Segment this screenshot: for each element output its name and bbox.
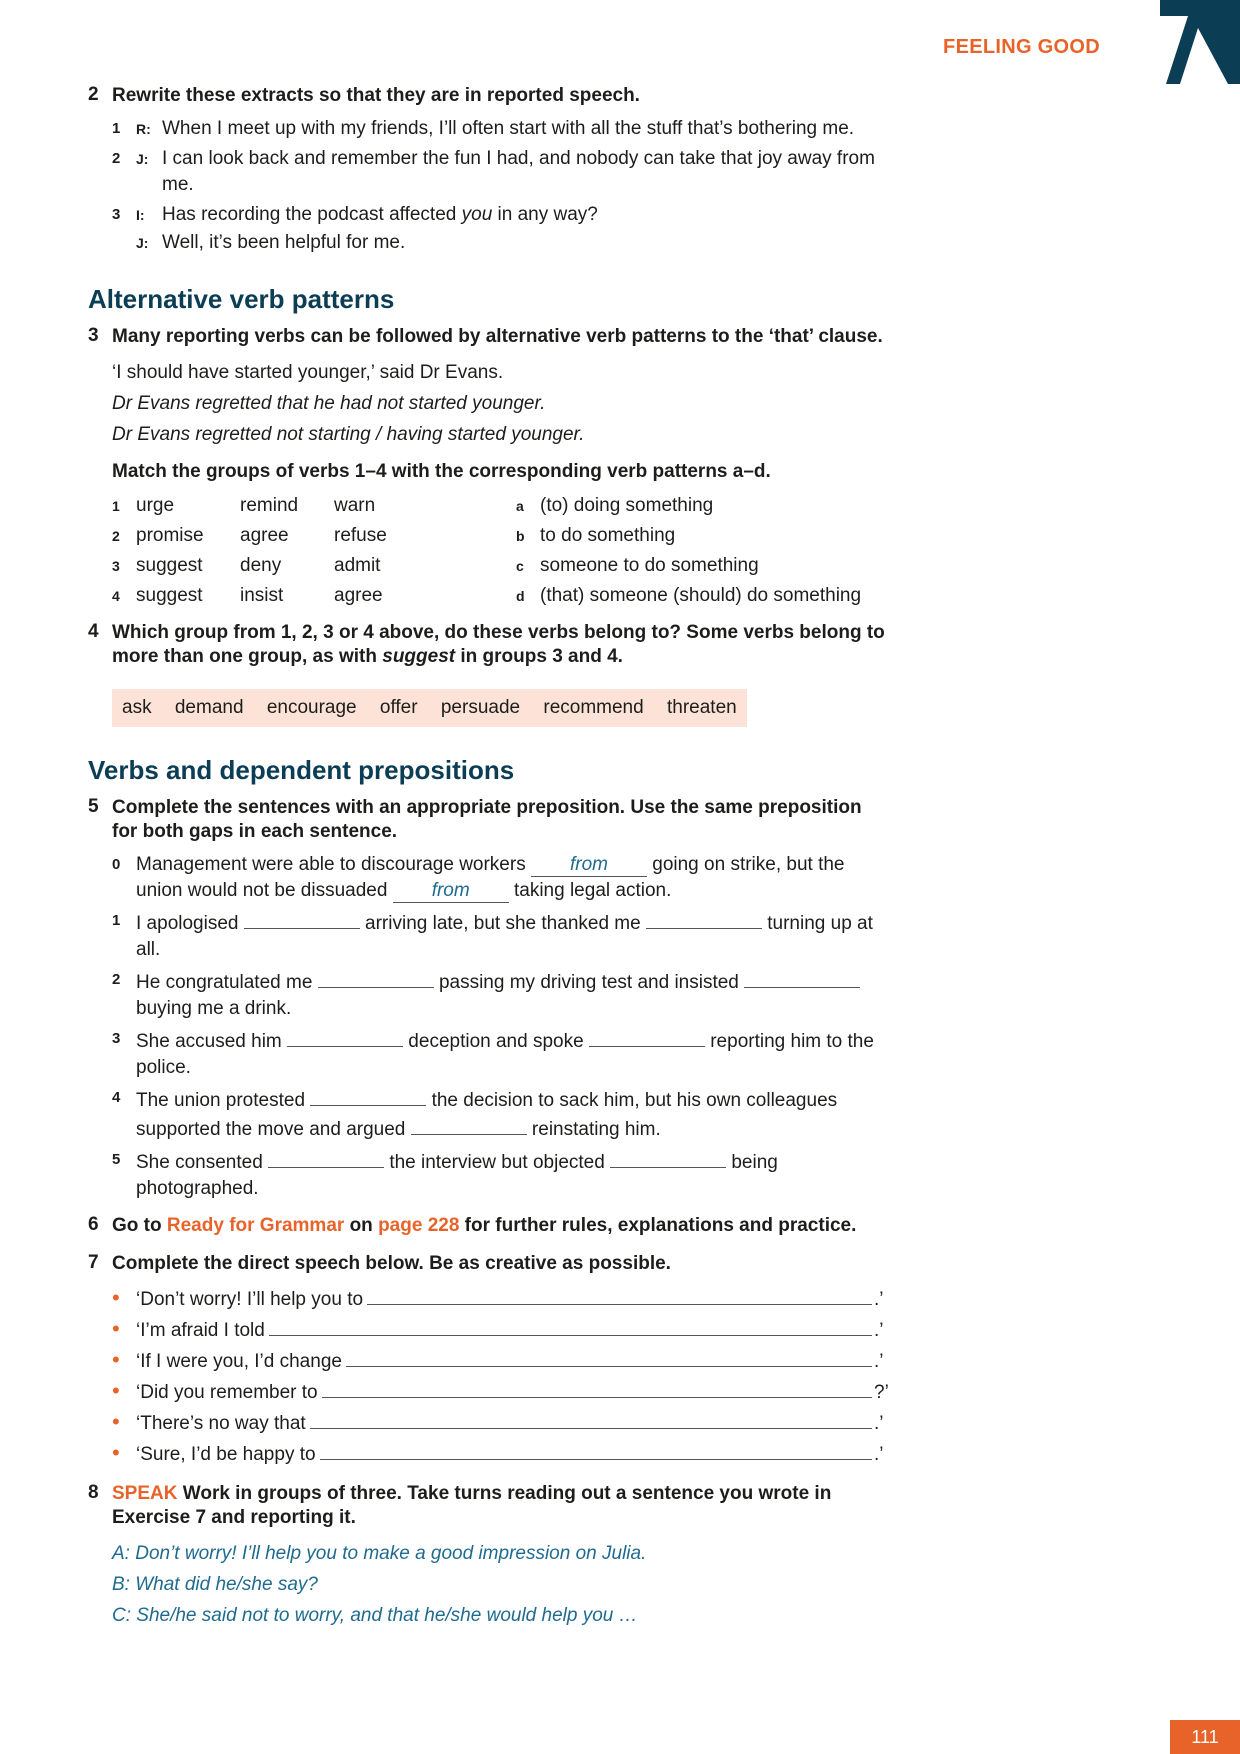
sentence-text: going on strike, but the union would not be dissuaded	[136, 854, 845, 901]
gap-input[interactable]	[268, 1147, 384, 1168]
exercise-instruction: Complete the direct speech below. Be as creative as possible.	[112, 1253, 671, 1274]
word-box	[112, 689, 747, 727]
list-item	[112, 116, 888, 142]
answer-line[interactable]	[320, 1441, 872, 1460]
match-instruction: Match the groups of verbs 1–4 with the corresponding verb patterns a–d.	[112, 461, 771, 482]
item-text: Well, it’s been helpful for me.	[162, 232, 406, 253]
speaker-label: J:	[136, 151, 149, 167]
exercise-6	[88, 1214, 888, 1238]
model-dialogue-line: A: Don’t worry! I’ll help you to make a good impression on Julia.	[112, 1543, 647, 1564]
model-dialogue-line: C: She/he said not to worry, and that he/she would help you …	[112, 1605, 638, 1626]
sentence-start: ‘If I were you, I’d change	[136, 1351, 342, 1372]
row-number: 2	[112, 528, 120, 544]
word-box-item: offer	[379, 697, 418, 718]
row-number: 1	[112, 498, 120, 514]
bullet-icon: •	[112, 1440, 120, 1465]
verb: suggest	[136, 585, 203, 606]
list-item	[112, 1085, 888, 1143]
speak-label: SPEAK	[112, 1483, 178, 1504]
sentence-start: ‘Did you remember to	[136, 1382, 318, 1403]
verb: urge	[136, 495, 175, 516]
sentence-text: taking legal action.	[508, 880, 672, 901]
verb: suggest	[136, 555, 203, 576]
verb: insist	[240, 585, 284, 606]
pattern-letter: b	[516, 528, 525, 544]
sentence-text: the interview but objected	[384, 1152, 611, 1173]
word-box-item: demand	[174, 697, 244, 718]
example-sentence: Dr Evans regretted that he had not started younger.	[112, 393, 546, 414]
sentence-end: .’	[874, 1413, 884, 1434]
list-item	[112, 1408, 888, 1439]
item-number: 2	[112, 150, 121, 167]
model-dialogue-line: B: What did he/she say?	[112, 1574, 318, 1595]
sentence-text: reporting him to the police.	[136, 1031, 874, 1078]
verb-pattern: (that) someone (should) do something	[540, 585, 862, 606]
sentence-text: arriving late, but she thanked me	[359, 913, 646, 934]
sentence-start: ‘Sure, I’d be happy to	[136, 1444, 316, 1465]
section-heading: Alternative verb patterns	[88, 284, 395, 314]
unit-title: FEELING GOOD	[943, 36, 1100, 58]
speaker-label: J:	[136, 235, 149, 251]
table-row	[112, 521, 888, 551]
word-box-item: ask	[122, 697, 152, 718]
gap-input[interactable]	[646, 908, 762, 929]
verb: agree	[334, 585, 383, 606]
exercise-number: 2	[88, 84, 99, 105]
sentence-end: .’	[874, 1351, 884, 1372]
sentence-text: the decision to sack him, but his own colleagues supported the move and argued	[136, 1090, 838, 1140]
instruction-emphasis: suggest	[382, 646, 456, 667]
gap-answer: from	[393, 882, 509, 903]
exercise-7	[88, 1252, 888, 1276]
item-number: 3	[112, 206, 121, 223]
answer-line[interactable]	[310, 1410, 872, 1429]
exercise-instruction: Many reporting verbs can be followed by alternative verb patterns to the ‘that’ clause.	[112, 326, 883, 347]
pattern-letter: a	[516, 498, 524, 514]
sentence-end: .’	[874, 1320, 884, 1341]
exercise-4	[88, 621, 888, 669]
match-table	[112, 491, 888, 611]
speaker-label: R:	[136, 121, 151, 137]
page-number: 111	[1170, 1720, 1240, 1754]
exercise-number: 3	[88, 325, 99, 346]
bullet-icon: •	[112, 1409, 120, 1434]
instruction-text: in groups 3 and 4.	[455, 646, 623, 667]
gap-input[interactable]	[287, 1026, 403, 1047]
item-number: 3	[112, 1030, 121, 1047]
list-item	[112, 202, 888, 256]
item-number: 4	[112, 1089, 121, 1106]
verb-pattern: to do something	[540, 525, 676, 546]
word-box-item: recommend	[543, 697, 644, 718]
bullet-icon: •	[112, 1347, 120, 1372]
sentence-text: being photographed.	[136, 1152, 778, 1199]
list-item	[112, 1377, 888, 1408]
answer-line[interactable]	[269, 1317, 872, 1336]
sentence-text: turning up at all.	[136, 913, 873, 960]
example-sentence: Dr Evans regretted not starting / having started younger.	[112, 424, 585, 445]
item-text: in any way?	[492, 204, 598, 225]
gap-answer: from	[531, 856, 647, 877]
sentence-text: reinstating him.	[526, 1119, 661, 1140]
speaker-label: I:	[136, 207, 145, 223]
row-number: 4	[112, 588, 120, 604]
sentence-text: The union protested	[136, 1090, 311, 1111]
verb-pattern: (to) doing something	[540, 495, 714, 516]
bullet-icon: •	[112, 1378, 120, 1403]
answer-line[interactable]	[322, 1379, 872, 1398]
list-item	[112, 1315, 888, 1346]
verb-pattern: someone to do something	[540, 555, 759, 576]
gap-input[interactable]	[318, 967, 434, 988]
exercise-5	[88, 796, 888, 844]
bullet-icon: •	[112, 1285, 120, 1310]
list-item	[112, 967, 888, 1022]
list-item	[112, 1026, 888, 1081]
sentence-text: She consented	[136, 1152, 269, 1173]
item-text: When I meet up with my friends, I’ll often start with all the stuff that’s bothering me.	[162, 118, 855, 139]
unit-number-badge	[1130, 0, 1240, 100]
item-text-emphasis: you	[461, 204, 493, 225]
exercise-instruction	[112, 1482, 888, 1530]
exercise-number: 8	[88, 1482, 99, 1503]
page-content	[88, 84, 888, 1631]
item-number: 1	[112, 912, 121, 929]
verb: agree	[240, 525, 289, 546]
exercise-number: 4	[88, 621, 99, 642]
verb: refuse	[334, 525, 387, 546]
item-text: Has recording the podcast affected	[162, 204, 462, 225]
gap-input[interactable]	[589, 1026, 705, 1047]
item-number: 1	[112, 120, 121, 137]
item-number: 0	[112, 856, 121, 873]
verb: promise	[136, 525, 204, 546]
section-heading: Verbs and dependent prepositions	[88, 755, 515, 785]
word-box-item: threaten	[666, 697, 737, 718]
table-row	[112, 581, 888, 611]
exercise-instruction: Complete the sentences with an appropriate preposition. Use the same preposition for both gaps in each sentence.	[112, 797, 862, 842]
list-item	[112, 1147, 888, 1202]
gap-input[interactable]	[310, 1085, 426, 1106]
sentence-start: ‘I’m afraid I told	[136, 1320, 265, 1341]
exercise-number: 7	[88, 1252, 99, 1273]
list-item	[112, 1439, 888, 1470]
page-link[interactable]: page 228	[378, 1215, 460, 1236]
sentence-text: passing my driving test and insisted	[433, 972, 745, 993]
verb: deny	[240, 555, 282, 576]
instruction-text: Which group from 1, 2, 3 or 4 above, do these verbs belong to? Some verbs belong to more than one group, as with	[112, 622, 885, 667]
gap-input[interactable]	[411, 1114, 527, 1135]
sentence-end: ?’	[874, 1382, 889, 1403]
list-item	[112, 908, 888, 963]
exercise-2	[88, 84, 888, 108]
exercise-instruction: Rewrite these extracts so that they are in reported speech.	[112, 85, 640, 106]
pattern-letter: c	[516, 558, 524, 574]
sentence-text: I apologised	[136, 913, 244, 934]
example-quote: ‘I should have started younger,’ said Dr Evans.	[112, 362, 504, 383]
exercise-instruction	[112, 1214, 888, 1238]
exercise-3	[88, 325, 888, 349]
verb: remind	[240, 495, 299, 516]
exercise-8	[88, 1482, 888, 1530]
sentence-end: .’	[874, 1289, 884, 1310]
item-text: I can look back and remember the fun I had, and nobody can take that joy away from me.	[162, 148, 875, 195]
verb: warn	[334, 495, 376, 516]
sentence-text: She accused him	[136, 1031, 288, 1052]
gap-input[interactable]	[244, 908, 360, 929]
instruction-text: for further rules, explanations and practice.	[459, 1215, 857, 1236]
exercise-number: 5	[88, 796, 99, 817]
table-row	[112, 491, 888, 521]
list-item	[112, 1284, 888, 1315]
sentence-end: .’	[874, 1444, 884, 1465]
instruction-text: Work in groups of three. Take turns reading out a sentence you wrote in Exercise 7 and reporting it.	[112, 1483, 832, 1528]
sentence-start: ‘There’s no way that	[136, 1413, 306, 1434]
table-row	[112, 551, 888, 581]
word-box-item: persuade	[440, 697, 521, 718]
sentence-text: deception and spoke	[403, 1031, 589, 1052]
exercise-instruction	[112, 621, 888, 669]
gap-input[interactable]	[744, 967, 860, 988]
list-item	[112, 146, 888, 198]
sentence-text: buying me a drink.	[136, 998, 292, 1019]
bullet-icon: •	[112, 1316, 120, 1341]
item-number: 5	[112, 1151, 121, 1168]
answer-line[interactable]	[367, 1286, 872, 1305]
instruction-text: on	[344, 1215, 379, 1236]
instruction-text: Go to	[112, 1215, 167, 1236]
answer-line[interactable]	[346, 1348, 872, 1367]
list-item	[112, 1346, 888, 1377]
sentence-text: He congratulated me	[136, 972, 318, 993]
verb: admit	[334, 555, 381, 576]
ready-for-grammar-link[interactable]: Ready for Grammar	[166, 1215, 345, 1236]
pattern-letter: d	[516, 588, 525, 604]
gap-input[interactable]	[610, 1147, 726, 1168]
exercise-number: 6	[88, 1214, 99, 1235]
sentence-text: Management were able to discourage workers	[136, 854, 531, 875]
item-number: 2	[112, 971, 121, 988]
word-box-item: encourage	[266, 697, 357, 718]
sentence-start: ‘Don’t worry! I’ll help you to	[136, 1289, 364, 1310]
row-number: 3	[112, 558, 120, 574]
list-item	[112, 852, 888, 904]
